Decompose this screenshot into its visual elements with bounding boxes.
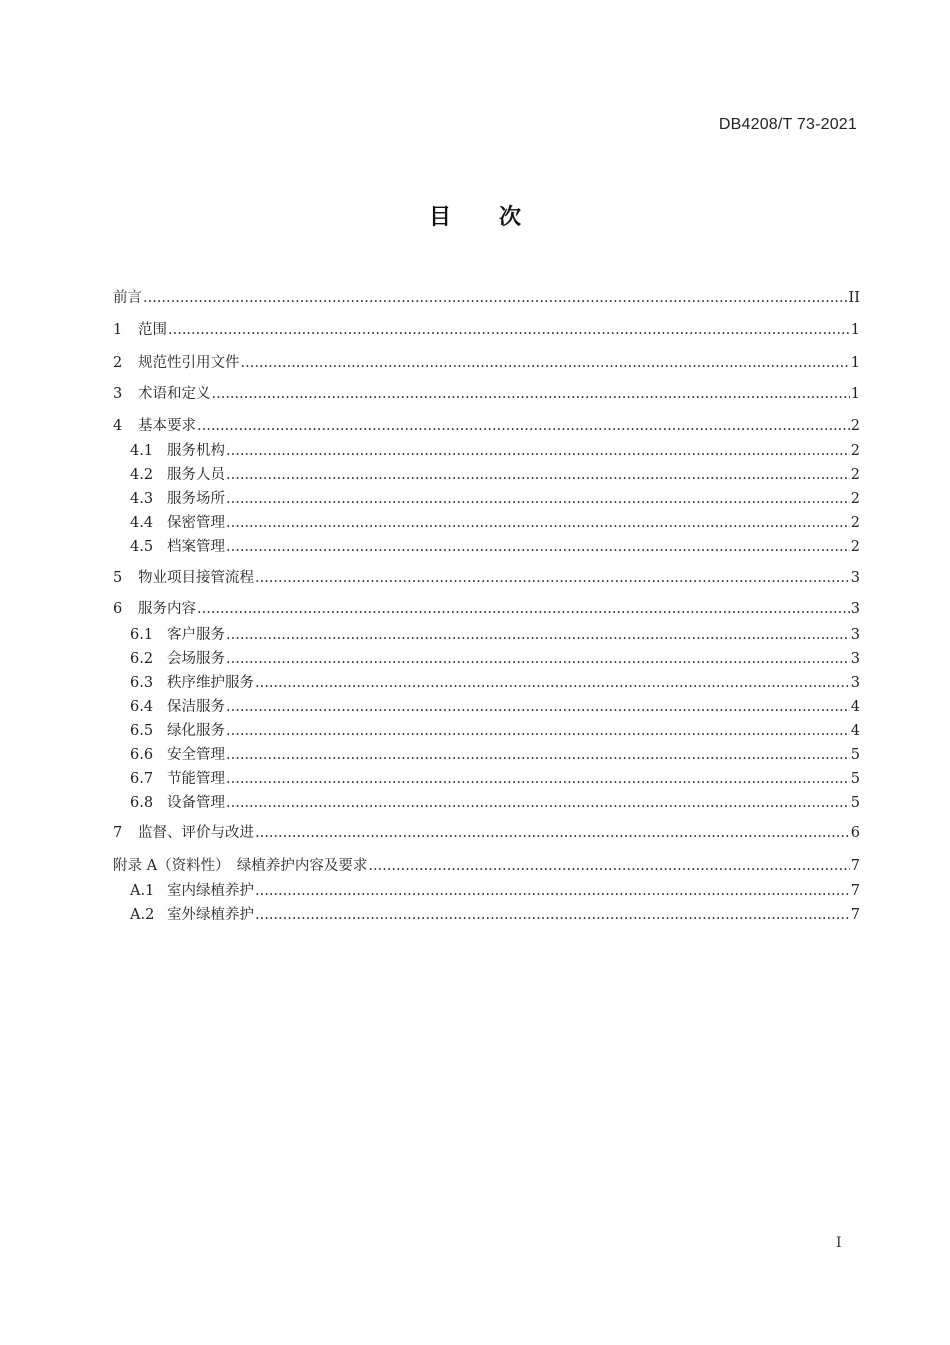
toc-entry-page: 3: [850, 570, 860, 586]
toc-leader-dots: [226, 513, 850, 533]
toc-entry-page: 7: [850, 858, 860, 874]
document-code: DB4208/T 73-2021: [718, 116, 857, 133]
toc-entry-label: 安全管理: [167, 747, 225, 763]
page-number: I: [836, 1235, 842, 1251]
toc-entry-label: 节能管理: [167, 771, 225, 787]
toc-entry-page: 4: [850, 699, 860, 715]
toc-entry[interactable]: [130, 489, 860, 509]
toc-entry-page: 7: [850, 907, 860, 923]
toc-entry[interactable]: [130, 697, 860, 717]
toc-entry[interactable]: [113, 288, 860, 308]
toc-leader-dots: [226, 465, 850, 485]
toc-entry[interactable]: [130, 881, 860, 901]
toc-entry[interactable]: [113, 568, 860, 588]
toc-entry[interactable]: [130, 769, 860, 789]
toc-entry-number: 4.1: [130, 443, 154, 459]
toc-leader-dots: [226, 441, 850, 461]
toc-leader-dots: [226, 745, 850, 765]
toc-entry-page: 3: [850, 601, 860, 617]
toc-entry[interactable]: [130, 673, 860, 693]
toc-entry[interactable]: [130, 721, 860, 741]
toc-entry-label: 保洁服务: [167, 699, 225, 715]
toc-entry-label: 保密管理: [167, 515, 225, 531]
page-title: 目次: [428, 205, 569, 230]
toc-entry-page: 2: [850, 418, 860, 434]
toc-entry-page: 5: [850, 771, 860, 787]
toc-entry[interactable]: [113, 353, 860, 373]
toc-entry-page: 2: [850, 491, 860, 507]
table-of-contents: [113, 0, 860, 1345]
toc-entry-number: 6.1: [130, 627, 154, 643]
toc-entry[interactable]: [130, 625, 860, 645]
toc-leader-dots: [226, 697, 850, 717]
toc-entry-label: 秩序维护服务: [167, 675, 254, 691]
toc-leader-dots: [368, 856, 849, 876]
toc-leader-dots: [197, 416, 850, 436]
toc-entry[interactable]: [130, 465, 860, 485]
toc-entry-number: 4.4: [130, 515, 154, 531]
toc-leader-dots: [226, 625, 850, 645]
toc-entry-label: 术语和定义: [138, 386, 211, 402]
toc-leader-dots: [226, 721, 850, 741]
toc-entry-number: 1: [113, 322, 123, 338]
toc-entry-number: A.2: [130, 907, 155, 923]
toc-entry-page: 1: [850, 355, 860, 371]
toc-entry-page: 2: [850, 443, 860, 459]
toc-entry-page: 1: [850, 386, 860, 402]
toc-leader-dots: [241, 353, 850, 373]
toc-entry-label: 基本要求: [138, 418, 196, 434]
toc-entry-label: 绿化服务: [167, 723, 225, 739]
toc-entry-number: 6: [113, 601, 123, 617]
toc-entry[interactable]: [113, 384, 860, 404]
toc-entry-page: 7: [850, 883, 860, 899]
toc-entry-number: 6.8: [130, 795, 154, 811]
toc-entry-page: 6: [850, 825, 860, 841]
toc-entry-label: 设备管理: [167, 795, 225, 811]
toc-entry-page: 1: [850, 322, 860, 338]
toc-entry-label: 室外绿植养护: [167, 907, 254, 923]
toc-entry-label: 规范性引用文件: [138, 355, 240, 371]
toc-entry-label: 室内绿植养护: [167, 883, 254, 899]
toc-entry-number: 6.5: [130, 723, 154, 739]
toc-leader-dots: [168, 320, 850, 340]
toc-leader-dots: [255, 905, 850, 925]
toc-leader-dots: [255, 568, 850, 588]
toc-entry[interactable]: [130, 537, 860, 557]
toc-entry-page: 5: [850, 795, 860, 811]
toc-leader-dots: [226, 769, 850, 789]
toc-entry-number: 4.5: [130, 539, 154, 555]
toc-entry-number: 4: [113, 418, 123, 434]
toc-entry-label: 服务场所: [167, 491, 225, 507]
toc-entry-page: 2: [850, 467, 860, 483]
toc-entry-page: 4: [850, 723, 860, 739]
toc-leader-dots: [212, 384, 850, 404]
toc-entry-label: 会场服务: [167, 651, 225, 667]
toc-leader-dots: [226, 649, 850, 669]
toc-entry[interactable]: [130, 441, 860, 461]
toc-entry[interactable]: [130, 793, 860, 813]
toc-entry[interactable]: [130, 513, 860, 533]
toc-leader-dots: [197, 599, 850, 619]
toc-leader-dots: [226, 489, 850, 509]
toc-entry[interactable]: [130, 745, 860, 765]
toc-entry[interactable]: [113, 823, 860, 843]
toc-entry-label: 附录 A（资料性） 绿植养护内容及要求: [113, 858, 368, 874]
toc-entry-number: 3: [113, 386, 123, 402]
toc-entry-label: 范围: [138, 322, 167, 338]
toc-entry-number: 5: [113, 570, 123, 586]
toc-entry-label: 服务机构: [167, 443, 225, 459]
toc-leader-dots: [143, 288, 848, 308]
toc-entry-page: 3: [850, 675, 860, 691]
toc-entry-page: 3: [850, 627, 860, 643]
toc-entry-page: 3: [850, 651, 860, 667]
toc-entry-label: 前言: [113, 290, 142, 306]
toc-entry-label: 档案管理: [167, 539, 225, 555]
toc-entry-label: 物业项目接管流程: [138, 570, 254, 586]
toc-leader-dots: [226, 537, 850, 557]
toc-entry-label: 客户服务: [167, 627, 225, 643]
toc-entry-page: 5: [850, 747, 860, 763]
toc-entry-number: 6.4: [130, 699, 154, 715]
toc-entry-number: 6.6: [130, 747, 154, 763]
toc-entry-number: 2: [113, 355, 123, 371]
toc-entry-number: 6.2: [130, 651, 154, 667]
toc-entry[interactable]: [113, 599, 860, 619]
toc-entry[interactable]: [130, 905, 860, 925]
toc-entry-number: 6.3: [130, 675, 154, 691]
toc-entry-label: 服务人员: [167, 467, 225, 483]
toc-entry-label: 服务内容: [138, 601, 196, 617]
toc-leader-dots: [226, 793, 850, 813]
toc-entry[interactable]: [130, 649, 860, 669]
toc-entry-number: 7: [113, 825, 123, 841]
toc-leader-dots: [255, 881, 850, 901]
toc-entry-label: 监督、评价与改进: [138, 825, 254, 841]
toc-entry-page: 2: [850, 539, 860, 555]
toc-entry-number: A.1: [130, 883, 155, 899]
toc-entry[interactable]: [113, 856, 860, 876]
toc-entry-number: 4.2: [130, 467, 154, 483]
toc-entry[interactable]: [113, 320, 860, 340]
toc-entry-number: 6.7: [130, 771, 154, 787]
toc-entry-page: II: [848, 290, 860, 306]
toc-entry[interactable]: [113, 416, 860, 436]
toc-entry-page: 2: [850, 515, 860, 531]
toc-leader-dots: [255, 673, 850, 693]
toc-entry-number: 4.3: [130, 491, 154, 507]
toc-leader-dots: [255, 823, 850, 843]
